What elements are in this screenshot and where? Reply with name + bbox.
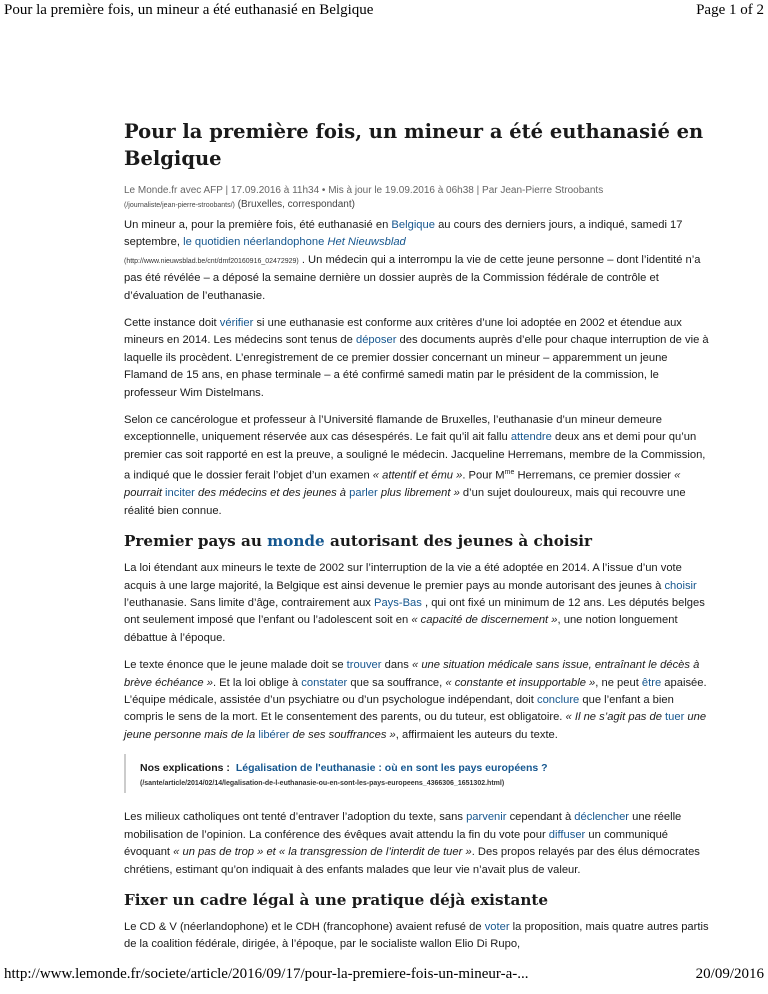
link-etre[interactable]: être: [641, 676, 662, 689]
paragraph-1: Un mineur a, pour la première fois, été euthanasié en Belgique au cours des derniers jours, a indiqué, samedi 17 septembre, le quotidien néerlandophone Het Nieuwsblad (http://www.nieuwsblad.be/cnt/dmf20160916_02472929) . Un médecin qui a interrompu la vie de cette jeune personne – dont l’identité n’a pas été révélée – a déposé la semaine dernière un dossier auprès de la Commission fédérale de contrôle et d’évaluation de l’euthanasie.: [124, 219, 701, 302]
paragraph-4: La loi étendant aux mineurs le texte de 2002 sur l’interruption de la vie a été adoptée en 2014. A l’issue d’un vote acquis à une large majorité, la Belgique est ainsi devenue le premier pays au monde autorisant des jeunes à choisir l’euthanasie. Sans limite d’âge, contrairement aux Pays-Bas , qui ont fixé un minimum de 12 ans. Les députés belges ont seulement imposé que l’enfant ou l’adolescent soit en « capacité de discernement », une notion longuement débattue à l’époque.: [124, 562, 705, 644]
link-verifier[interactable]: vérifier: [219, 317, 254, 330]
article-meta: [124, 184, 714, 213]
meta-line: Le Monde.fr avec AFP | 17.09.2016 à 11h34 • Mis à jour le 19.09.2016 à 06h38 | Par Jean-Pierre Stroobants: [124, 185, 604, 196]
link-choisir[interactable]: choisir: [664, 579, 697, 592]
article-title: Pour la première fois, un mineur a été euthanasié en Belgique: [124, 120, 704, 170]
explanations-link[interactable]: Légalisation de l'euthanasie : où en sont les pays européens ?: [235, 762, 548, 775]
subheading-cadre-legal: Fixer un cadre légal à une pratique déjà existante: [124, 890, 549, 909]
link-monde[interactable]: monde: [267, 532, 325, 551]
link-parler[interactable]: parler: [349, 487, 378, 500]
subheading-premier-pays: Premier pays au monde autorisant des jeunes à choisir: [124, 532, 593, 551]
link-voter[interactable]: voter: [484, 920, 510, 933]
link-tuer[interactable]: tuer: [665, 711, 685, 724]
link-parvenir[interactable]: parvenir: [466, 811, 507, 824]
paragraph-3: Selon ce cancérologue et professeur à l’Université flamande de Bruxelles, l’euthanasie d’un mineur demeure exceptionnelle, uniquement réservée aux cas désespérés. Le fait qu’il ait fallu attendre deux ans et demi pour qu’un premier cas soit rapporté en est la preuve, a souligné le médecin. Jacqueline Herremans, membre de la Commission, a indiqué que le dossier ferait l’objet d’un examen « attentif et ému ». Pour $M^{me}$ Herremans, ce premier dossier « pourrait inciter des médecins et des jeunes à parler plus librement » d’un sujet douloureux, mais qui recouvre une réalité bien connue.: [124, 414, 706, 517]
author-location: (Bruxelles, correspondant): [237, 199, 355, 210]
print-footer-date: 20/09/2016: [695, 966, 764, 982]
article: [124, 118, 714, 964]
print-page-number: Page 1 of 2: [696, 2, 764, 18]
link-belgique[interactable]: Belgique: [391, 219, 435, 231]
paragraph-5: Le texte énonce que le jeune malade doit se trouver dans « une situation médicale sans issue, entraînant le décès à brève échéance ». Et la loi oblige à constater que sa souffrance, « constante et insupportable », ne peut être apaisée. L’équipe médicale, assistée d’un psychiatre ou d’un psychologue indépendant, doit conclure que l’enfant a bien compris le sens de la mort. Et le consentement des parents, ou du tuteur, est obligatoire. « Il ne s’agit pas de tuer une jeune personne mais de la libérer de ses souffrances », affirmaient les auteurs du texte.: [124, 659, 707, 741]
author-link[interactable]: (/journaliste/jean-pierre-stroobants/): [124, 202, 235, 209]
paragraph-7: Le CD & V (néerlandophone) et le CDH (francophone) avaient refusé de voter la proposition, mais quatre autres partis de la coalition fédérale, dirigée, à l’époque, par le socialiste wallon Elio Di Rupo,: [124, 920, 709, 951]
link-liberer[interactable]: libérer: [258, 728, 290, 741]
link-nieuwsblad[interactable]: le quotidien néerlandophone Het Nieuwsblad: [183, 236, 406, 249]
explanations-path[interactable]: (/sante/article/2014/02/14/legalisation-de-l-euthanasie-ou-en-sont-les-pays-europeens_4366306_1651302.html): [140, 780, 505, 788]
paragraph-6: Les milieux catholiques ont tenté d’entraver l’adoption du texte, sans parvenir cependant à déclencher une réelle mobilisation de l’opinion. La conférence des évêques avait attendu la fin du vote pour diffuser un communiqué évoquant « un pas de trop » et « la transgression de l’interdit de tuer ». Des propos relayés par des élus démocrates chrétiens, estimant qu’on indiquait à des enfants malades que leur vie n’avait plus de valeur.: [124, 811, 700, 876]
link-attendre[interactable]: attendre: [510, 431, 552, 444]
print-footer-url: http://www.lemonde.fr/societe/article/2016/09/17/pour-la-premiere-fois-un-mineur-a-...: [4, 966, 529, 982]
link-pays-bas[interactable]: Pays-Bas: [374, 597, 422, 610]
nieuwsblad-url[interactable]: (http://www.nieuwsblad.be/cnt/dmf20160916_02472929): [124, 257, 299, 265]
link-diffuser[interactable]: diffuser: [548, 828, 586, 841]
paragraph-2: Cette instance doit vérifier si une euthanasie est conforme aux critères d’une loi adoptée en 2002 et étendue aux mineurs en 2014. Les médecins sont tenus de déposer des documents auprès d’elle pour chaque interruption de vie à laquelle ils procèdent. L’enregistrement de ce premier dossier concernant un mineur – apparemment un jeune Flamand de 15 ans, en phase terminale – a été confirmé samedi matin par le président de la commission, le professeur Wim Distelmans.: [124, 317, 709, 399]
link-constater[interactable]: constater: [301, 676, 348, 689]
link-deposer[interactable]: déposer: [355, 334, 397, 347]
explanations-label: Nos explications :: [140, 762, 230, 775]
link-trouver[interactable]: trouver: [346, 659, 382, 672]
link-declencher[interactable]: déclencher: [574, 811, 630, 824]
print-footer: [4, 966, 764, 988]
link-inciter[interactable]: inciter: [165, 487, 195, 500]
print-header: [4, 0, 764, 22]
print-header-title: Pour la première fois, un mineur a été euthanasié en Belgique: [4, 2, 374, 18]
link-conclure[interactable]: conclure: [536, 694, 580, 707]
explanations-box: [124, 754, 714, 793]
